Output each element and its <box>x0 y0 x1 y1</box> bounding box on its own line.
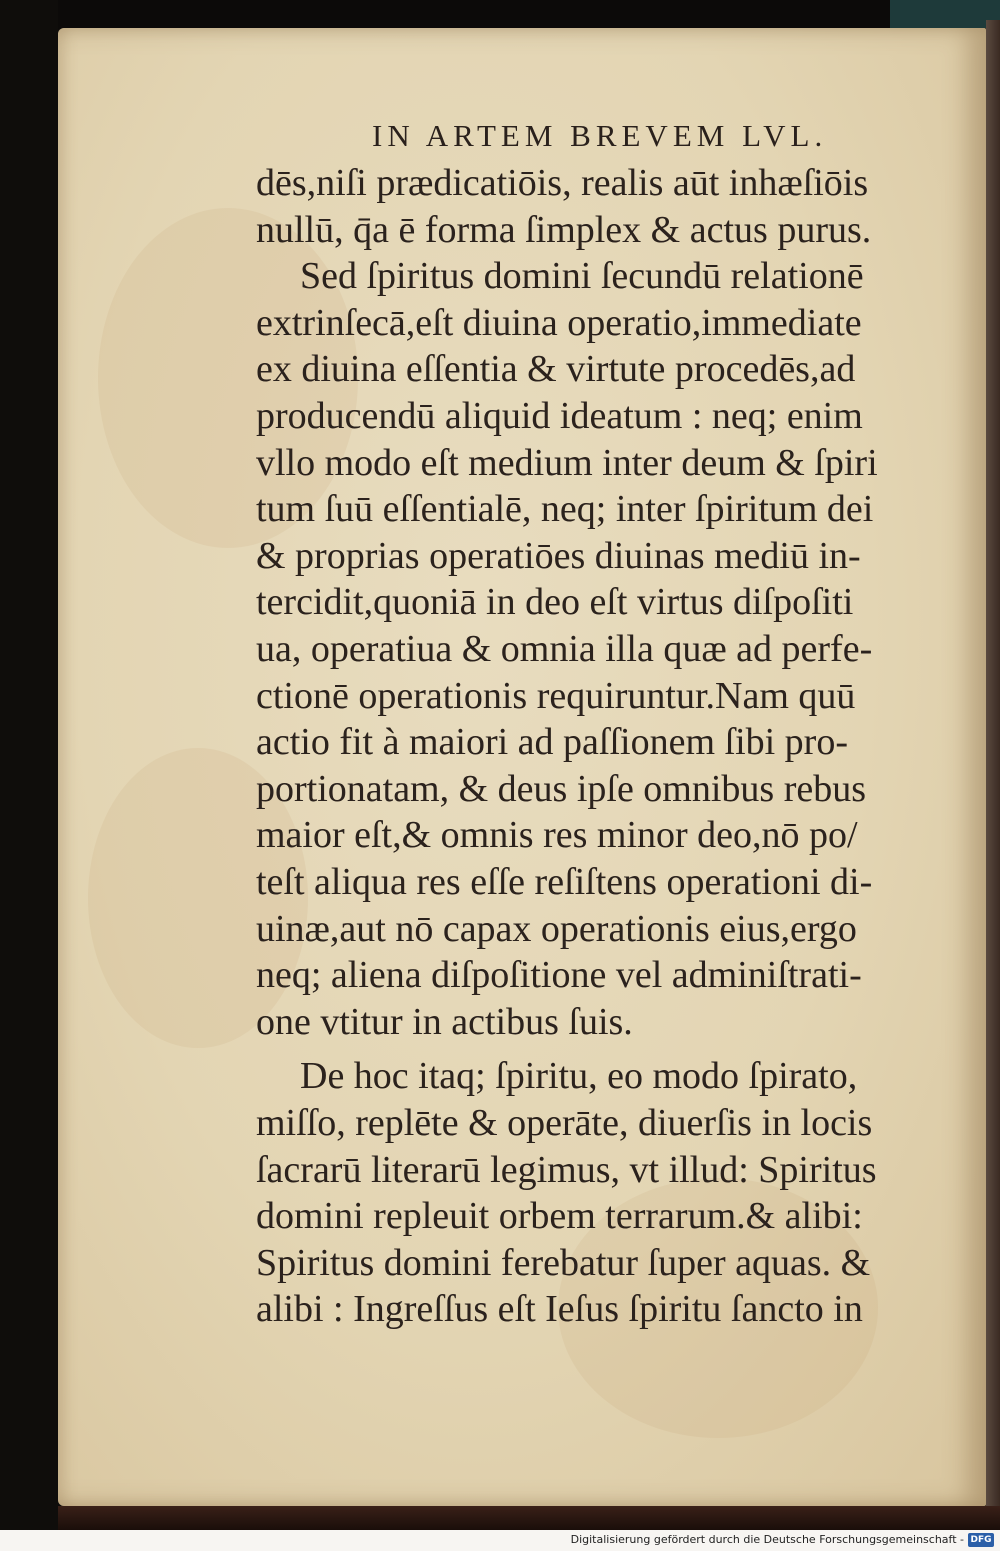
text-line: teſt aliqua res eſſe reſiſtens operationi di- <box>256 861 873 903</box>
text-line: ua, operatiua & omnia illa quæ ad perfe- <box>256 628 873 670</box>
scan-left-margin <box>0 0 58 1530</box>
text-line: ctionē operationis requiruntur.Nam quū <box>256 674 856 717</box>
scan-corner-strip <box>890 0 1000 28</box>
text-line: miſſo, replēte & operāte, diuerſis in locis <box>256 1102 873 1144</box>
text-line: actio fit à maiori ad paſſionem ſibi pro- <box>256 721 848 764</box>
book-fore-edge <box>986 20 1000 1530</box>
text-line: Sed ſpiritus domini ſecundū relationē <box>300 255 864 298</box>
text-line: extrinſecā,eſt diuina operatio,immediate <box>256 301 862 344</box>
text-line: portionatam, & deus ipſe omnibus rebus <box>256 767 867 810</box>
text-line: ſacrarū literarū legimus, vt illud: Spiritus <box>256 1148 877 1191</box>
book-bottom-edge <box>58 1506 1000 1530</box>
text-line: neq; aliena diſpoſitione vel adminiſtrati- <box>256 954 862 997</box>
text-line: De hoc itaq; ſpiritu, eo modo ſpirato, <box>300 1055 858 1098</box>
text-line: maior eſt,& omnis res minor deo,nō po/ <box>256 814 858 857</box>
text-line: tercidit,quoniā in deo eſt virtus diſpoſiti <box>256 581 854 624</box>
text-line: domini repleuit orbem terrarum.& alibi: <box>256 1195 863 1238</box>
text-line: one vtitur in actibus ſuis. <box>256 1000 633 1043</box>
text-line: producendū aliquid ideatum : neq; enim <box>256 395 863 437</box>
text-line: uinæ,aut nō capax operationis eius,ergo <box>256 907 857 950</box>
text-line: Spiritus domini ferebatur ſuper aquas. & <box>256 1241 871 1284</box>
text-line: vllo modo eſt medium inter deum & ſpiri <box>256 441 878 484</box>
text-line: dēs,niſi prædicatiōis, realis aūt inhæſiōis <box>256 162 869 204</box>
dfg-logo: DFG <box>968 1533 994 1547</box>
text-line: tum ſuū eſſentialē, neq; inter ſpiritum dei <box>256 488 874 531</box>
text-line: ex diuina eſſentia & virtute procedēs,ad <box>256 348 856 391</box>
text-line: nullū, q̄a ē forma ſimplex & actus purus. <box>256 208 872 251</box>
funding-note: Digitalisierung gefördert durch die Deutsche Forschungsgemeinschaft - <box>570 1533 964 1546</box>
text-line: & proprias operatiōes diuinas mediū in- <box>256 534 861 577</box>
text-line: alibi : Ingreſſus eſt Ieſus ſpiritu ſancto in <box>256 1288 863 1331</box>
running-title: IN ARTEM BREVEM LVL. <box>372 118 828 153</box>
